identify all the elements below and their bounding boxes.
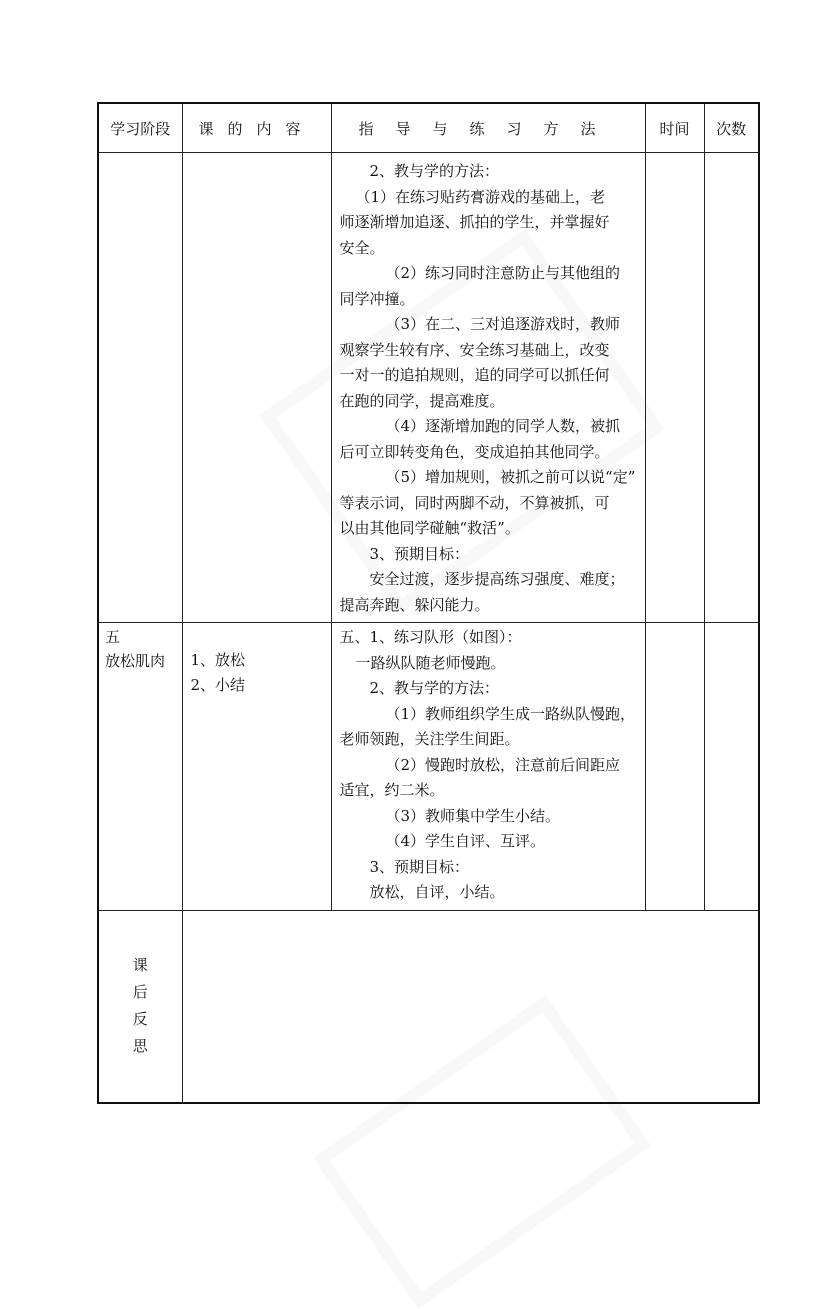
header-content: 课的内容 xyxy=(182,103,331,153)
reflection-char: 后 xyxy=(132,983,148,1002)
reflection-char: 反 xyxy=(132,1010,148,1029)
header-count: 次数 xyxy=(704,103,759,153)
cell-count-row2 xyxy=(704,623,759,911)
method-line: （4）逐渐增加跑的同学人数，被抓 xyxy=(385,417,621,435)
method-line: 以由其他同学碰触“救活”。 xyxy=(339,519,520,537)
stage-name: 放松肌肉 xyxy=(105,652,166,670)
method-line: （3）教师集中学生小结。 xyxy=(385,806,561,825)
method-line: 后可立即转变角色，变成追拍其他同学。 xyxy=(339,442,610,461)
cell-time-row1 xyxy=(645,153,704,623)
header-time: 时间 xyxy=(645,103,704,153)
header-stage: 学习阶段 xyxy=(98,103,182,153)
method-line: 同学冲撞。 xyxy=(339,289,415,308)
content-item: 2、小结 xyxy=(190,676,246,694)
cell-count-row1 xyxy=(704,153,759,623)
method-line: 师逐渐增加追逐、抓拍的学生，并掌握好 xyxy=(339,213,610,231)
method-line: 老师领跑，关注学生间距。 xyxy=(339,730,520,748)
header-row xyxy=(98,103,759,153)
cell-stage-empty xyxy=(98,153,182,623)
header-method: 指导与练习方法 xyxy=(331,103,645,153)
method-line: 安全。 xyxy=(339,238,385,257)
method-line: 3、预期目标： xyxy=(369,544,470,563)
cell-content-row2 xyxy=(182,623,331,911)
reflection-text[interactable] xyxy=(182,910,759,1103)
reflection-char: 课 xyxy=(132,956,148,975)
cell-time-row2 xyxy=(645,623,704,911)
method-line: 3、预期目标： xyxy=(369,857,470,876)
table-row-continuation xyxy=(98,153,759,623)
cell-method-row1 xyxy=(331,153,645,623)
method-line: 五、1、练习队形（如图）： xyxy=(339,628,522,646)
table-row-reflection xyxy=(98,910,759,1103)
method-line: 观察学生较有序、安全练习基础上，改变 xyxy=(339,340,610,359)
method-line: 提高奔跑、躲闪能力。 xyxy=(339,595,490,614)
content-item: 1、放松 xyxy=(190,651,246,669)
method-line: （2）慢跑时放松，注意前后间距应 xyxy=(385,755,621,774)
table-row-relax xyxy=(98,623,759,911)
method-line: （1）在练习贴药膏游戏的基础上，老 xyxy=(355,187,606,206)
method-line: 2、教与学的方法： xyxy=(369,679,500,697)
method-line: 适宜，约二米。 xyxy=(339,781,445,799)
stage-number: 五 xyxy=(105,628,121,646)
reflection-char: 思 xyxy=(132,1037,148,1056)
method-line: 等表示词，同时两脚不动，不算被抓，可 xyxy=(339,493,610,512)
lesson-plan-table xyxy=(97,102,760,1104)
method-line: （5）增加规则，被抓之前可以说“定” xyxy=(385,468,636,486)
cell-content-empty xyxy=(182,153,331,623)
method-line: 一路纵队随老师慢跑。 xyxy=(355,653,506,672)
method-line: （3）在二、三对追逐游戏时，教师 xyxy=(385,315,621,333)
method-line: 2、教与学的方法： xyxy=(369,162,500,180)
cell-method-row2 xyxy=(331,623,645,911)
method-line: 在跑的同学，提高难度。 xyxy=(339,391,505,410)
method-line: （2）练习同时注意防止与其他组的 xyxy=(385,264,621,282)
method-line: 放松，自评，小结。 xyxy=(369,883,505,901)
method-line: （4）学生自评、互评。 xyxy=(385,832,546,850)
reflection-label xyxy=(98,910,182,1103)
method-line: 安全过渡，逐步提高练习强度、难度； xyxy=(369,570,625,588)
method-line: 一对一的追拍规则，追的同学可以抓任何 xyxy=(339,366,610,384)
method-line: （1）教师组织学生成一路纵队慢跑， xyxy=(385,704,636,723)
cell-stage-row2 xyxy=(98,623,182,911)
